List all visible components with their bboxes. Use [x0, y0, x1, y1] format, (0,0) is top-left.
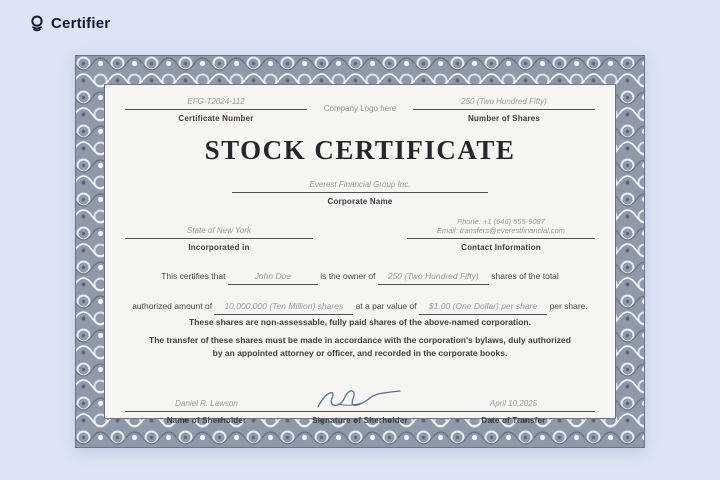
- transfer-clause: The transfer of these shares must be made in accordance with the corporation's bylaws, duly authorized by an appointed attorney or officer, and recorded in the corporate books.: [149, 335, 571, 358]
- handwritten-signature: [312, 385, 408, 411]
- certifier-wordmark: Certifier: [51, 14, 111, 32]
- authorized-amount-blank: 10,000,000 (Ten Million) shares: [214, 300, 353, 315]
- corporate-name-value: Everest Financial Group Inc.: [232, 180, 488, 193]
- certifier-logo: [28, 14, 110, 32]
- shareholder-name-value: Daniel R. Lawson: [125, 399, 288, 412]
- par-suffix: per share.: [549, 301, 588, 311]
- incorporated-in-label: Incorporated in: [188, 242, 250, 252]
- date-of-transfer-value: April 10,2025: [432, 399, 595, 412]
- certificate-header-row: [125, 97, 595, 123]
- shareholder-name-field: [125, 399, 288, 425]
- signature-row: [125, 385, 595, 425]
- shareholder-name-label: Name of Sherholder: [166, 416, 247, 425]
- certifier-ribbon-icon: [28, 14, 46, 32]
- company-logo-placeholder: Company Logo here: [323, 104, 397, 113]
- certificate-number-label: Certificate Number: [178, 114, 254, 123]
- par-mid-text: at a par value of: [355, 301, 417, 311]
- corporate-name-label: Corporate Name: [327, 197, 393, 206]
- incorporation-contact-row: [125, 217, 595, 252]
- certifies-sentence: [105, 270, 615, 285]
- number-of-shares-field: [413, 97, 595, 123]
- owner-mid-text: is the owner of: [320, 271, 376, 281]
- certificate-number-value: EFG-T2024-112: [125, 97, 307, 110]
- number-of-shares-label: Number of Shares: [467, 114, 541, 123]
- certifies-suffix: shares of the total: [491, 271, 559, 281]
- non-assessable-sentence: These shares are non-assessable, fully paid shares of the above-named corporation.: [188, 317, 531, 327]
- contact-phone: Phone: +1 (646) 555-9087: [457, 217, 545, 226]
- signature-line: [288, 385, 432, 412]
- par-value-blank: $1.00 (One Dollar) per share: [419, 300, 547, 315]
- incorporated-in-value: State of New York: [125, 226, 313, 239]
- shares-owned-blank: 250 (Two Hundred Fifty): [378, 270, 489, 285]
- certificate-title: STOCK CERTIFICATE: [204, 135, 516, 165]
- corporate-name-field: [232, 180, 488, 206]
- owner-name-blank: John Doe: [228, 270, 318, 285]
- contact-information-field: [407, 217, 595, 252]
- date-of-transfer-label: Date of Transfer: [481, 416, 546, 425]
- certificate-paper: [105, 85, 615, 425]
- signature-field: [288, 385, 432, 425]
- signature-label: Signature of Sherholder: [312, 416, 408, 425]
- date-of-transfer-field: [432, 399, 595, 425]
- incorporated-in-field: [125, 226, 313, 252]
- certifies-prefix: This certifies that: [161, 271, 226, 281]
- stock-certificate: [75, 55, 645, 448]
- authorized-sentence: [105, 300, 615, 315]
- contact-information-label: Contact Information: [461, 242, 541, 252]
- contact-email: Email: transfers@everestfinancial.com: [436, 226, 566, 236]
- authorized-prefix: authorized amount of: [132, 301, 213, 311]
- contact-lines: [407, 217, 595, 239]
- number-of-shares-value: 250 (Two Hundred Fifty): [413, 97, 595, 110]
- certificate-number-field: [125, 97, 307, 123]
